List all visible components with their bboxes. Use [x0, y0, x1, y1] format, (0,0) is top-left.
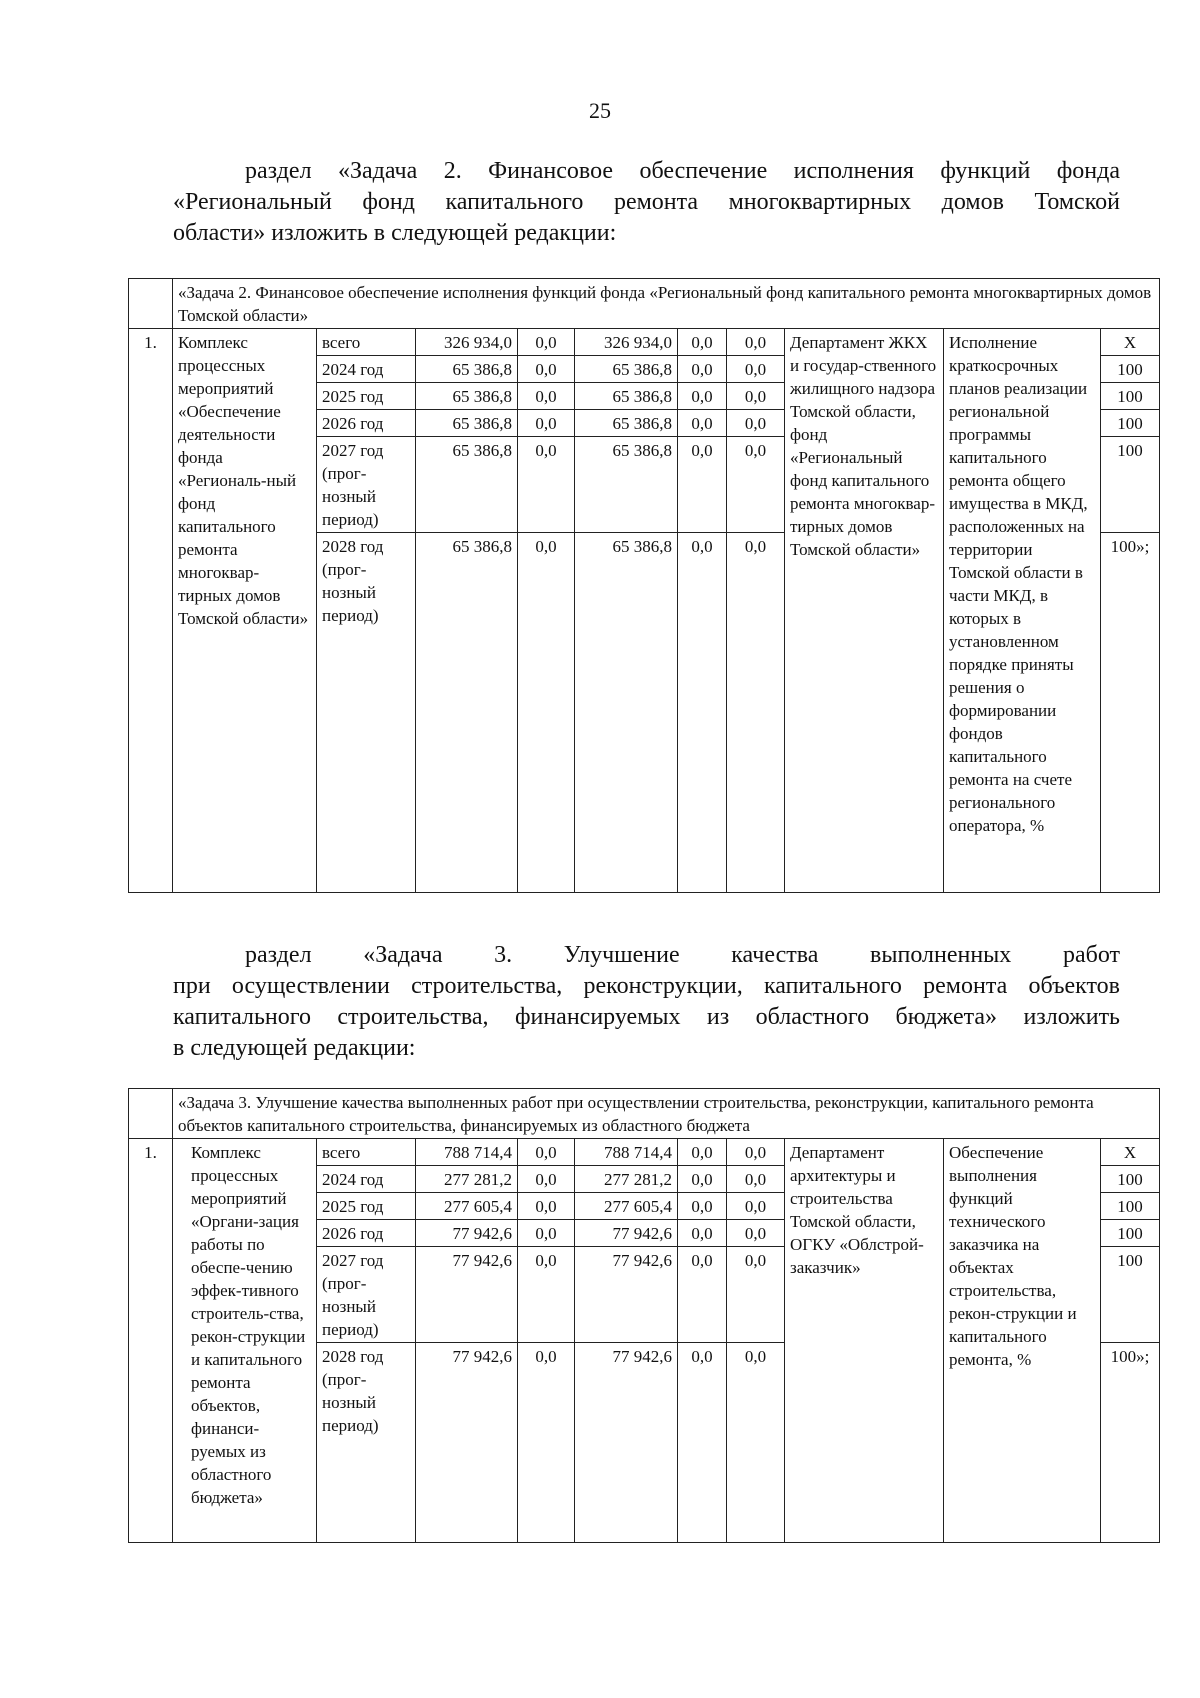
value-local: 0,0 [678, 1220, 727, 1247]
value-total: 77 942,6 [416, 1220, 518, 1247]
intro-line: капитального строительства, финансируемых из областного бюджета» изложить [173, 1004, 1120, 1030]
value-local: 0,0 [678, 1166, 727, 1193]
measure-name: Комплекс процессных мероприятий «Обеспечение деятельности фонда «Региональ-ный фонд капитального ремонта многоквар-тирных домов Томской области» [173, 329, 317, 893]
value-total: 77 942,6 [416, 1247, 518, 1343]
value-federal: 0,0 [518, 533, 575, 893]
value-other: 0,0 [727, 1247, 785, 1343]
value-total: 77 942,6 [416, 1343, 518, 1543]
table-heading-row [129, 1089, 1160, 1139]
period-cell: 2028 год (прог-нозный период) [317, 1343, 416, 1543]
value-local: 0,0 [678, 1139, 727, 1166]
value-other: 0,0 [727, 356, 785, 383]
value-total: 65 386,8 [416, 533, 518, 893]
row-number: 1. [129, 1139, 173, 1543]
value-other: 0,0 [727, 1220, 785, 1247]
section2-intro [173, 156, 1120, 249]
value-local: 0,0 [678, 1247, 727, 1343]
value-other: 0,0 [727, 533, 785, 893]
target-value: 100 [1101, 1166, 1160, 1193]
value-federal: 0,0 [518, 329, 575, 356]
period-cell: 2025 год [317, 383, 416, 410]
value-local: 0,0 [678, 533, 727, 893]
intro-line: «Региональный фонд капитального ремонта многоквартирных домов Томской [173, 189, 1120, 215]
value-regional: 788 714,4 [575, 1139, 678, 1166]
value-regional: 326 934,0 [575, 329, 678, 356]
value-total: 65 386,8 [416, 383, 518, 410]
target-value: 100 [1101, 410, 1160, 437]
target-value: 100 [1101, 1220, 1160, 1247]
value-regional: 77 942,6 [575, 1220, 678, 1247]
period-cell: 2025 год [317, 1193, 416, 1220]
value-regional: 65 386,8 [575, 437, 678, 533]
value-regional: 277 281,2 [575, 1166, 678, 1193]
table-row [129, 329, 1160, 356]
period-cell: всего [317, 329, 416, 356]
row-number: 1. [129, 329, 173, 893]
value-regional: 277 605,4 [575, 1193, 678, 1220]
value-other: 0,0 [727, 383, 785, 410]
value-total: 65 386,8 [416, 410, 518, 437]
target-value: Х [1101, 329, 1160, 356]
value-federal: 0,0 [518, 383, 575, 410]
period-cell: 2026 год [317, 1220, 416, 1247]
task3-table [128, 1088, 1160, 1543]
target-value: 100 [1101, 356, 1160, 383]
value-regional: 65 386,8 [575, 383, 678, 410]
value-total: 277 605,4 [416, 1193, 518, 1220]
value-local: 0,0 [678, 1343, 727, 1543]
task-heading: «Задача 2. Финансовое обеспечение исполнения функций фонда «Региональный фонд капитального ремонта многоквартирных домов Томской области» [173, 279, 1160, 329]
value-federal: 0,0 [518, 1193, 575, 1220]
intro-line: при осуществлении строительства, реконструкции, капитального ремонта объектов [173, 973, 1120, 999]
executor-cell: Департамент ЖКХ и государ-ственного жилищного надзора Томской области, фонд «Региональный фонд капитального ремонта многоквар-тирных домов Томской области» [785, 329, 944, 893]
value-total: 277 281,2 [416, 1166, 518, 1193]
value-regional: 65 386,8 [575, 410, 678, 437]
value-federal: 0,0 [518, 356, 575, 383]
intro-line: области» изложить в следующей редакции: [173, 220, 617, 246]
target-value: 100 [1101, 437, 1160, 533]
value-other: 0,0 [727, 1343, 785, 1543]
value-other: 0,0 [727, 1193, 785, 1220]
value-local: 0,0 [678, 1193, 727, 1220]
value-federal: 0,0 [518, 1166, 575, 1193]
period-cell: 2027 год (прог-нозный период) [317, 437, 416, 533]
target-value: 100 [1101, 1247, 1160, 1343]
value-federal: 0,0 [518, 1220, 575, 1247]
value-total: 788 714,4 [416, 1139, 518, 1166]
value-total: 326 934,0 [416, 329, 518, 356]
value-local: 0,0 [678, 356, 727, 383]
value-local: 0,0 [678, 437, 727, 533]
value-federal: 0,0 [518, 1139, 575, 1166]
value-total: 65 386,8 [416, 356, 518, 383]
period-cell: 2028 год (прог-нозный период) [317, 533, 416, 893]
section3-intro [173, 940, 1120, 1064]
page-number: 25 [589, 98, 611, 123]
value-federal: 0,0 [518, 1247, 575, 1343]
value-other: 0,0 [727, 410, 785, 437]
period-cell: 2024 год [317, 1166, 416, 1193]
value-other: 0,0 [727, 329, 785, 356]
indicator-cell: Исполнение краткосрочных планов реализации региональной программы капитального ремонта общего имущества в МКД, расположенных на территории Томской области в части МКД, в которых в установленном порядке приняты решения о формировании фондов капитального ремонта на счете регионального оператора, % [944, 329, 1101, 893]
value-federal: 0,0 [518, 437, 575, 533]
table-heading-row [129, 279, 1160, 329]
period-cell: 2026 год [317, 410, 416, 437]
target-value: Х [1101, 1139, 1160, 1166]
value-regional: 65 386,8 [575, 533, 678, 893]
target-value: 100 [1101, 1193, 1160, 1220]
value-regional: 77 942,6 [575, 1247, 678, 1343]
period-cell: всего [317, 1139, 416, 1166]
target-value: 100»; [1101, 533, 1160, 893]
value-local: 0,0 [678, 383, 727, 410]
period-cell: 2027 год (прог-нозный период) [317, 1247, 416, 1343]
value-other: 0,0 [727, 1166, 785, 1193]
value-regional: 65 386,8 [575, 356, 678, 383]
value-other: 0,0 [727, 1139, 785, 1166]
value-other: 0,0 [727, 437, 785, 533]
indicator-cell: Обеспечение выполнения функций технического заказчика на объектах строительства, рекон-струкции и капитального ремонта, % [944, 1139, 1101, 1543]
value-federal: 0,0 [518, 1343, 575, 1543]
value-local: 0,0 [678, 410, 727, 437]
intro-line: раздел «Задача 2. Финансовое обеспечение исполнения функций фонда [245, 158, 1120, 184]
executor-cell: Департамент архитектуры и строительства Томской области, ОГКУ «Облстрой-заказчик» [785, 1139, 944, 1543]
task2-table [128, 278, 1160, 893]
target-value: 100 [1101, 383, 1160, 410]
intro-line: в следующей редакции: [173, 1035, 416, 1061]
value-regional: 77 942,6 [575, 1343, 678, 1543]
value-local: 0,0 [678, 329, 727, 356]
value-total: 65 386,8 [416, 437, 518, 533]
task-heading: «Задача 3. Улучшение качества выполненных работ при осуществлении строительства, реконструкции, капитального ремонта объектов капитального строительства, финансируемых из областного бюджета [173, 1089, 1160, 1139]
target-value: 100»; [1101, 1343, 1160, 1543]
table-row [129, 1139, 1160, 1166]
measure-name: Комплекс процессных мероприятий «Органи-зация работы по обеспе-чению эффек-тивного строитель-ства, рекон-струкции и капитального ремонта объектов, финанси-руемых из областного бюджета» [173, 1139, 317, 1543]
intro-line: раздел «Задача 3. Улучшение качества выполненных работ [245, 942, 1120, 968]
value-federal: 0,0 [518, 410, 575, 437]
period-cell: 2024 год [317, 356, 416, 383]
